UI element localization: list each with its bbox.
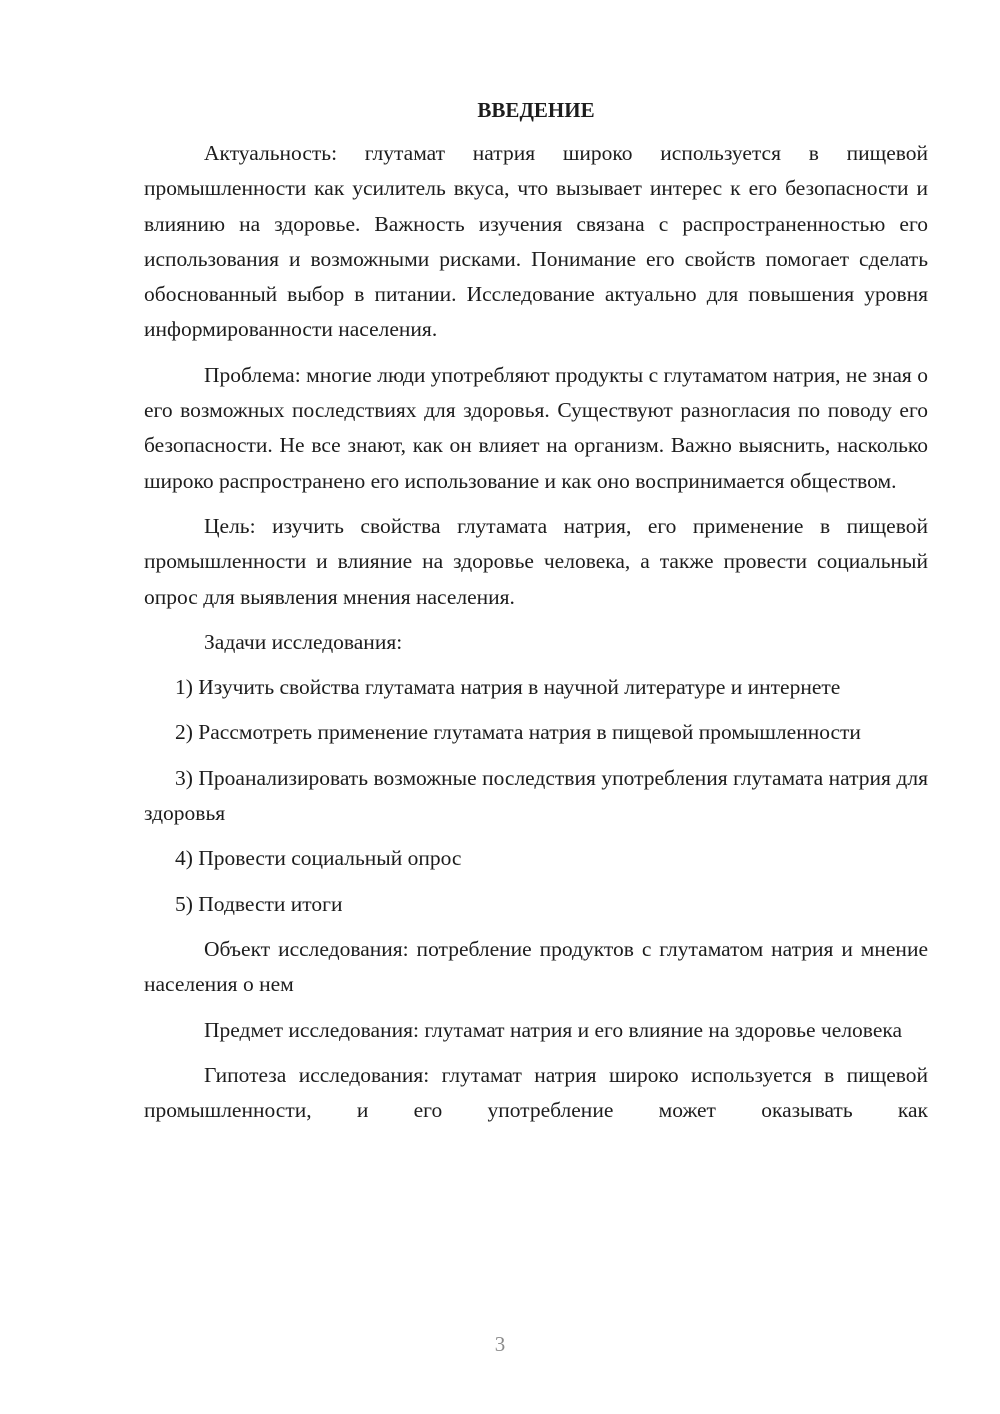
problem-paragraph: Проблема: многие люди употребляют продукты с глутаматом натрия, не зная о его возможных последствиях для здоровья. Существуют разногласия по поводу его безопасности. Не все знают, как он влияет на организм. Важно выяснить, насколько широко распространено его использование и как оно воспринимается обществом. bbox=[144, 362, 928, 493]
task-item-2: 2) Рассмотреть применение глутамата натрия в пищевой промышленности bbox=[175, 720, 861, 745]
relevance-paragraph: Актуальность: глутамат натрия широко используется в пищевой промышленности как усилитель вкуса, что вызывает интерес к его безопасности и влиянию на здоровье. Важность изучения связана с распространенностью его использования и возможными рисками. Понимание его свойств помогает сделать обоснованный выбор в питании. Исследование актуально для повышения уровня информированности населения. bbox=[144, 141, 928, 342]
goal-paragraph: Цель: изучить свойства глутамата натрия, его применение в пищевой промышленности и влияние на здоровье человека, а также провести социальный опрос для выявления мнения населения. bbox=[144, 513, 928, 609]
hypothesis-paragraph: Гипотеза исследования: глутамат натрия широко используется в пищевой промышленности, и его употребление может оказывать как bbox=[144, 1062, 928, 1123]
subject-paragraph: Предмет исследования: глутамат натрия и его влияние на здоровье человека bbox=[204, 1017, 903, 1042]
tasks-heading: Задачи исследования: bbox=[204, 629, 403, 654]
tasks-list bbox=[144, 670, 928, 922]
task-item-5: 5) Подвести итоги bbox=[175, 891, 343, 916]
document-page bbox=[144, 95, 928, 1138]
task-item-4: 4) Провести социальный опрос bbox=[175, 846, 462, 871]
page-number: 3 bbox=[494, 1332, 506, 1356]
section-title: ВВЕДЕНИЕ bbox=[477, 98, 595, 122]
object-paragraph: Объект исследования: потребление продуктов с глутаматом натрия и мнение населения о нем bbox=[144, 936, 928, 997]
task-item-1: 1) Изучить свойства глутамата натрия в научной литературе и интернете bbox=[175, 675, 841, 700]
task-item-3: 3) Проанализировать возможные последствия употребления глутамата натрия для здоровья bbox=[144, 765, 928, 826]
